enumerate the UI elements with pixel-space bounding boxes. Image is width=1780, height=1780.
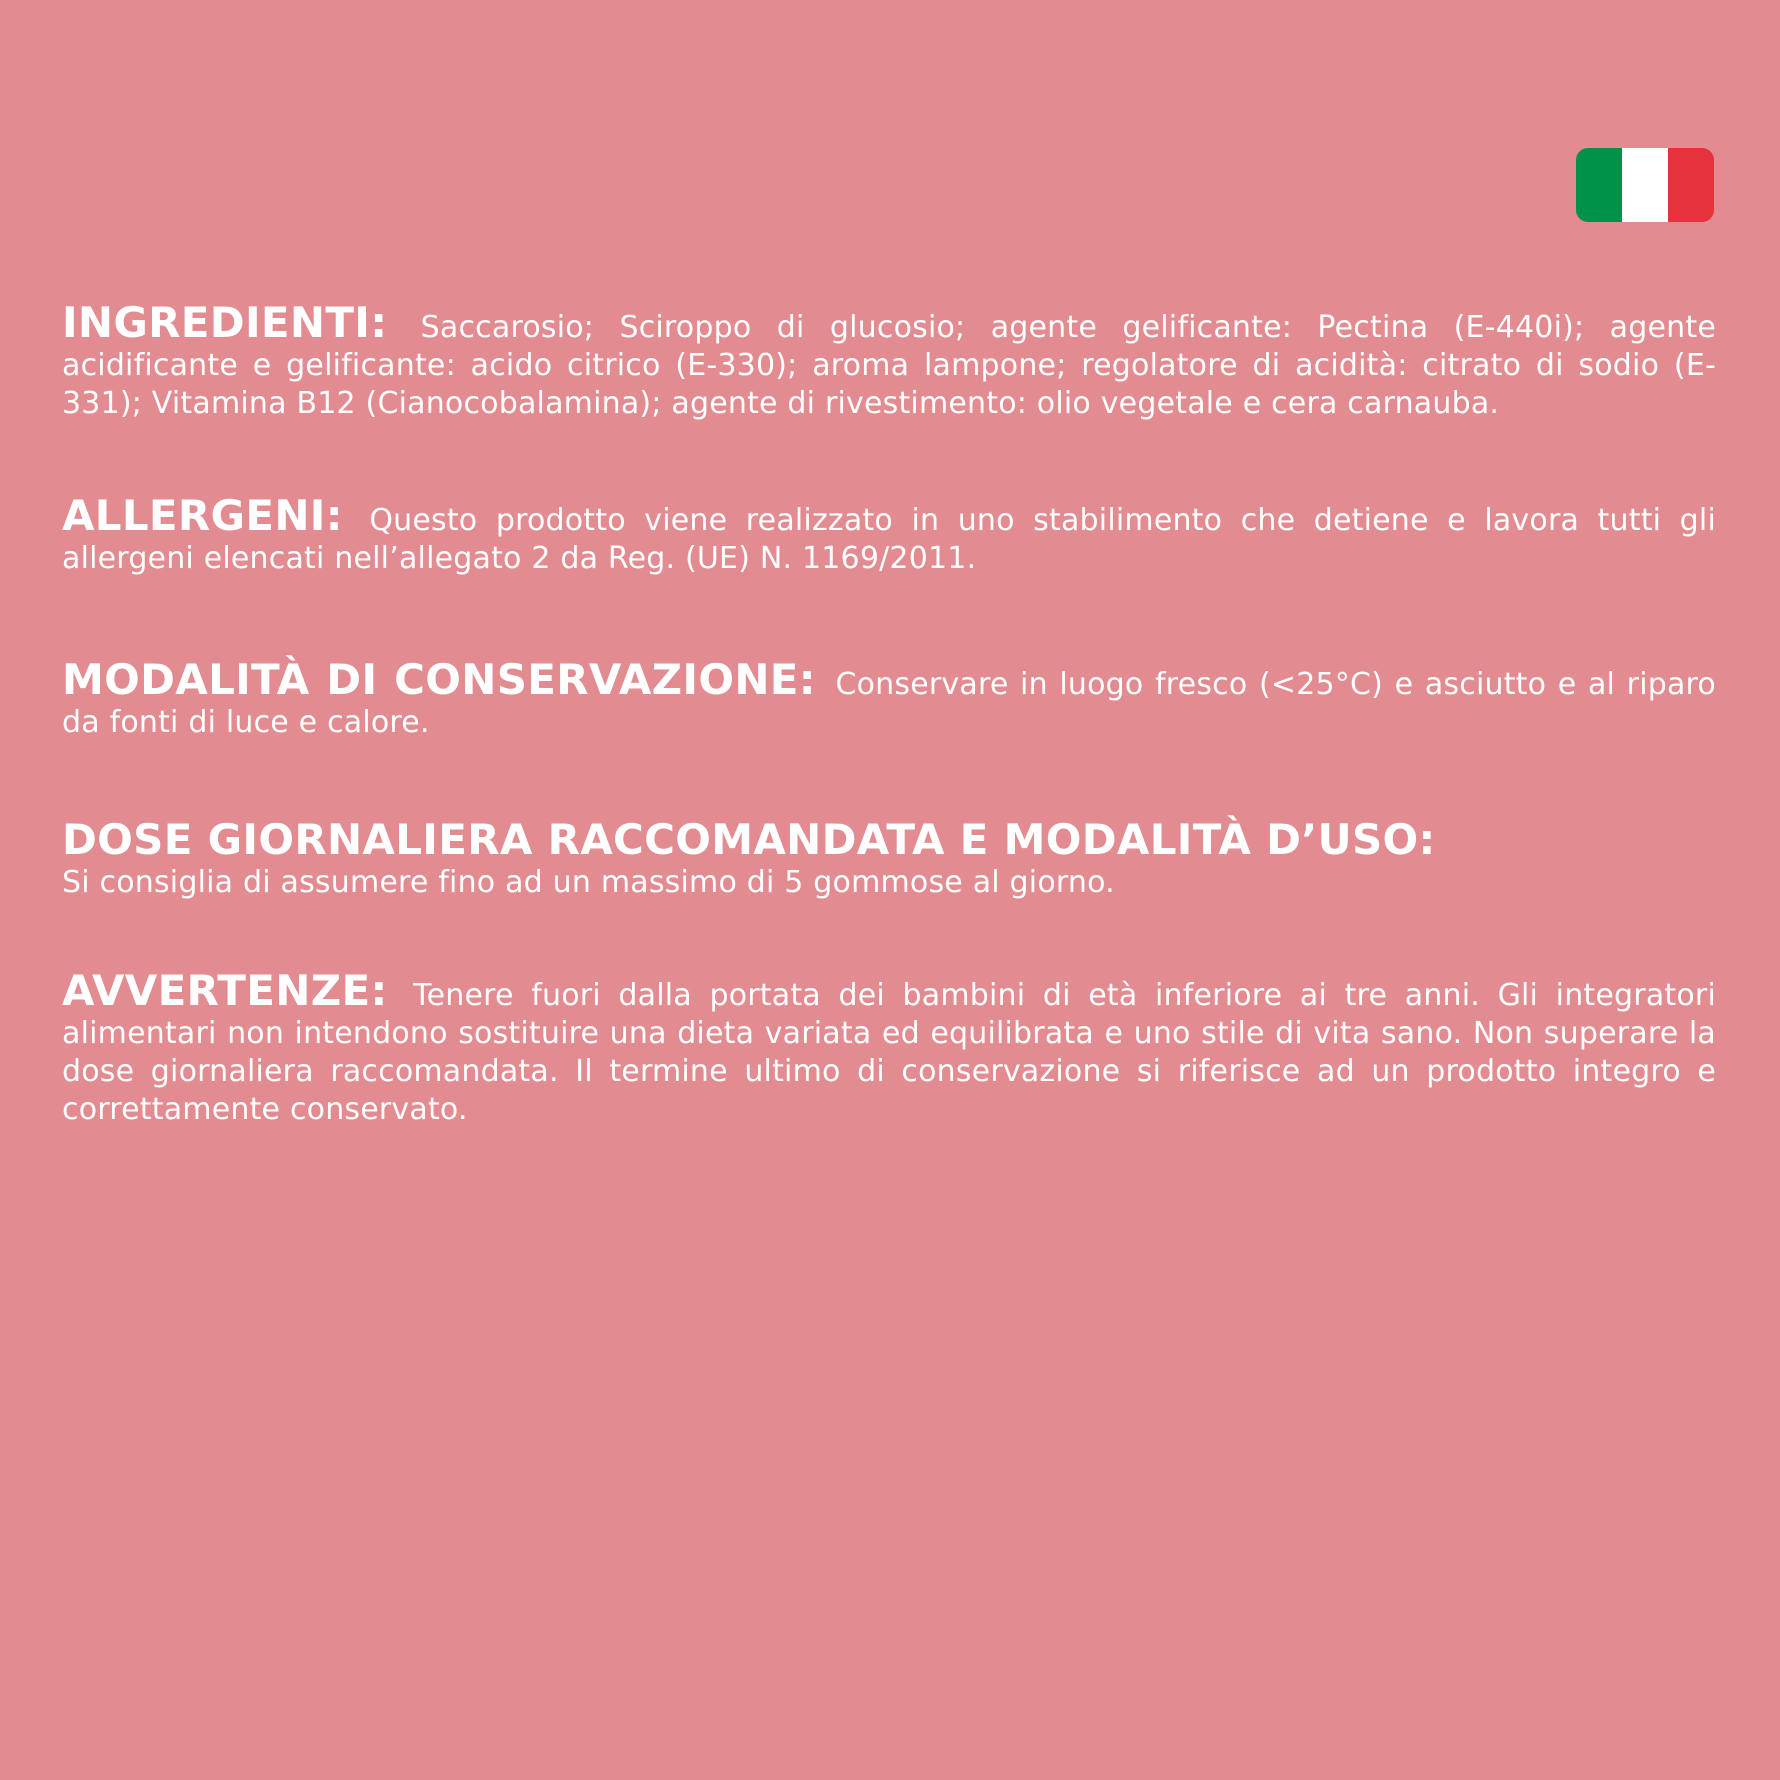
allergens-text: Questo prodotto viene realizzato in uno stabilimento che detiene e lavora tutti gli allergeni elencati nell’allegato 2 da Reg. (UE) N. 1169/2011. <box>62 503 1716 576</box>
dosage-heading: DOSE GIORNALIERA RACCOMANDATA E MODALITÀ D’USO: <box>62 815 1436 864</box>
storage-section <box>62 655 1716 742</box>
allergens-heading: ALLERGENI: <box>62 491 343 540</box>
italian-flag-icon <box>1576 148 1714 222</box>
dosage-text: Si consiglia di assumere fino ad un massimo di 5 gommose al giorno. <box>62 865 1115 900</box>
flag-band-green <box>1576 148 1622 222</box>
allergens-section <box>62 491 1716 578</box>
ingredients-section <box>62 298 1716 423</box>
flag-band-red <box>1668 148 1714 222</box>
storage-text: Conservare in luogo fresco (<25°C) e asciutto e al riparo da fonti di luce e calore. <box>62 667 1716 740</box>
warnings-heading: AVVERTENZE: <box>62 966 388 1015</box>
flag-band-white <box>1622 148 1668 222</box>
ingredients-heading: INGREDIENTI: <box>62 298 388 347</box>
storage-heading: MODALITÀ DI CONSERVAZIONE: <box>62 655 816 704</box>
warnings-text: Tenere fuori dalla portata dei bambini di età inferiore ai tre anni. Gli integratori alimentari non intendono sostituire una dieta variata ed equilibrata e uno stile di vita sano. Non superare la dose giornaliera raccomandata. Il termine ultimo di conservazione si riferisce ad un prodotto integro e correttamente conservato. <box>62 978 1716 1127</box>
warnings-section <box>62 966 1716 1129</box>
dosage-section <box>62 816 1716 902</box>
ingredients-text: Saccarosio; Sciroppo di glucosio; agente gelificante: Pectina (E-440i); agente acidificante e gelificante: acido citrico (E-330); aroma lampone; regolatore di acidità: citrato di sodio (E-331); Vitamina B12 (Cianocobalamina); agente di rivestimento: olio vegetale e cera carnauba. <box>62 310 1716 421</box>
